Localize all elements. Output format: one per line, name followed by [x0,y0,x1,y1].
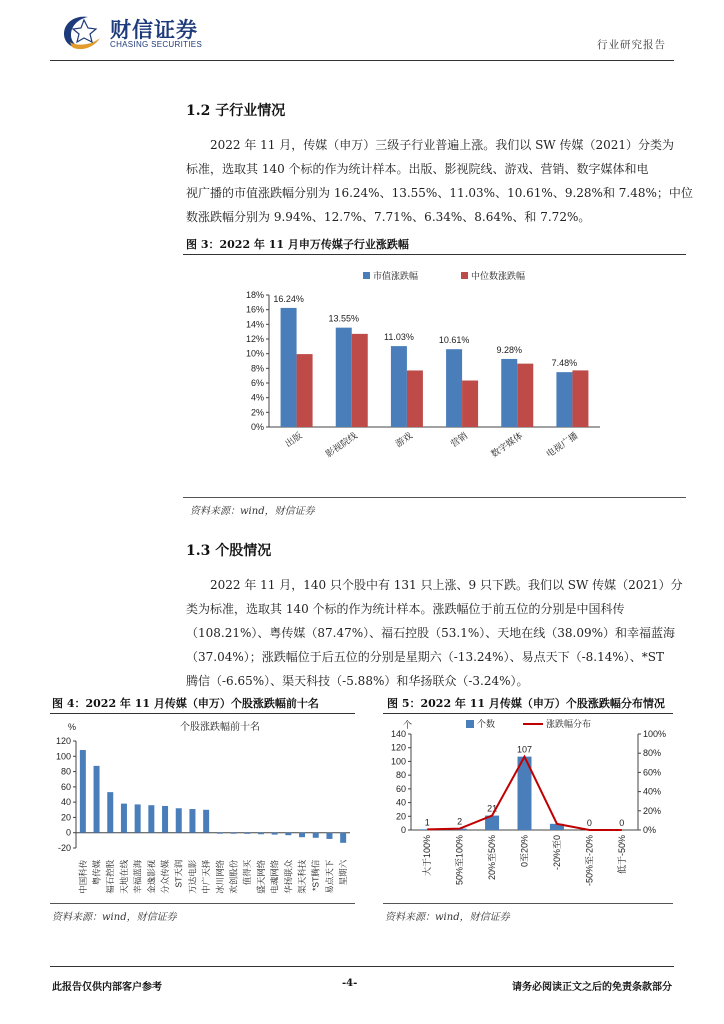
bar-stock-change [121,804,127,833]
y-tick-label: 2% [250,407,264,418]
bar-stock-change [162,806,168,833]
paragraph-line: 数涨跌幅分别为 9.94%、12.7%、7.71%、6.34%、8.64%、和 7.72%。 [186,210,591,224]
bar-stock-change [272,833,278,835]
y-tick-label-right: 0% [643,825,657,835]
paragraph-line: 腾信（-6.65%）、渠天科技（-5.88%）和华扬联众（-3.24%）。 [186,674,529,688]
y-tick-label: 6% [250,378,264,388]
x-tick-label: 渠天科技 [297,859,308,894]
legend-label: 中位数涨跌幅 [471,271,526,281]
brand-name-en: CHASING SECURITIES [110,40,203,49]
data-label: 13.55% [328,313,360,324]
y-tick-label-left: 140 [390,729,406,739]
x-tick-label: 易点天下 [324,859,335,894]
y-tick-label: 8% [250,363,264,374]
bar-median [352,334,368,427]
bar-stock-change [326,833,332,839]
y-tick-label: 120 [55,736,71,746]
figure-5-source: 资料来源：wind，财信证券 [385,912,510,923]
footer-disclaimer-right: 请务必阅读正文之后的免责条款部分 [512,982,672,993]
x-tick-label: 电视广播 [544,430,580,460]
data-label: 11.03% [383,332,414,343]
section-1-2-paragraph [186,133,693,229]
page-header [0,0,724,60]
bar-stock-change [203,810,209,833]
x-tick-label: 50%至100% [454,835,465,886]
y-tick-label: 0% [250,422,264,432]
brand-name-cn: 财信证券 [110,18,198,42]
bar-market-cap [391,346,407,427]
x-tick-label: 0至20% [519,835,530,868]
paragraph-line: （37.04%）；涨跌幅位于后五位的分别是星期六（-13.24%）、易点天下（-8.14%）、*ST [186,650,664,664]
x-tick-label: 分众传媒 [160,859,171,894]
data-label: 7.48% [551,358,578,369]
figure-4-source: 资料来源：wind，财信证券 [52,912,177,923]
x-tick-label: 大于100% [422,835,433,877]
y-tick-label: 80 [60,766,71,777]
y-tick-label-left: 0 [400,825,406,835]
y-tick-label: 4% [250,392,264,403]
x-tick-label: 营销 [448,430,470,449]
data-label: 16.24% [273,293,304,304]
x-tick-label: 福石控股 [105,859,116,894]
x-tick-label: 中广天择 [201,859,212,894]
y-tick-label: 40 [60,797,71,808]
x-tick-label: 冰川网络 [214,859,225,894]
legend-label: 市值涨跌幅 [373,271,419,281]
x-tick-label: 值得买 [242,859,253,886]
bar-stock-change [258,833,264,835]
data-label: 21 [487,803,498,814]
company-logo [60,12,220,52]
bar-stock-change [285,833,291,835]
x-tick-label: 幸福蓝海 [132,859,143,894]
paragraph-line: 视广播的市值涨跌幅分别为 16.24%、13.55%、11.03%、10.61%、9.28%和 7.48%；中位 [186,186,693,200]
top-stocks-bar-chart [50,716,355,902]
x-tick-label: ST天润 [173,859,184,888]
figure-4-top-rule [50,713,355,714]
y-tick-label-right: 80% [643,748,662,759]
distribution-combo-chart [383,716,673,902]
y-tick-label: -20 [57,843,71,853]
figure-5-title: 图 5：2022 年 11 月传媒（申万）个股涨跌幅分布情况 [387,697,665,710]
y-axis-unit: 个 [403,720,413,730]
page-number: -4- [342,978,358,989]
bar-stock-change [340,833,346,843]
y-tick-label-left: 40 [395,797,406,808]
data-label: 2 [457,816,463,827]
bar-stock-change [299,833,305,837]
paragraph-line: 类为标准，选取其 140 个标的作为统计样本。涨跌幅位于前五位的分别是中国科传 [186,602,625,616]
section-heading-1-3: 1.3 个股情况 [186,543,272,559]
footer-divider [50,966,674,967]
bar-stock-change [231,833,237,834]
section-heading-1-2: 1.2 子行业情况 [186,103,286,119]
data-label: 107 [516,744,533,755]
data-label: 0 [619,818,625,828]
x-tick-label: 金逸影视 [146,859,157,894]
bar-stock-change [94,766,100,833]
y-tick-label-left: 20 [395,811,406,822]
figure-3-bottom-rule [183,497,686,498]
legend-label: 个数 [477,719,496,729]
doc-type-label: 行业研究报告 [597,39,666,51]
x-tick-label: *ST腾信 [310,859,321,891]
bar-market-cap [336,328,352,427]
y-tick-label-left: 80 [395,770,406,781]
bar-median [462,381,478,427]
footer-disclaimer-left: 此报告仅供内部客户参考 [52,982,162,993]
bar-stock-change [217,833,223,834]
y-tick-label: 18% [245,290,264,300]
y-tick-label: 12% [245,334,264,344]
y-tick-label: 14% [245,319,264,330]
y-tick-label: 16% [245,304,264,315]
y-tick-label-right: 60% [643,767,662,778]
x-tick-label: -20%至0 [551,835,562,871]
bar-market-cap [556,372,572,427]
legend-swatch [466,720,474,728]
logo-emblem-icon [60,12,104,52]
figure-4-bottom-rule [50,903,355,904]
x-tick-label: 星期六 [338,859,349,886]
figure-4-title: 图 4：2022 年 11 月传媒（申万）个股涨跌幅前十名 [52,697,319,710]
y-tick-label-left: 100 [390,756,406,767]
bar-stock-change [313,833,319,838]
bar-stock-change [244,833,250,834]
figure-3-top-rule [183,254,686,255]
bar-stock-change [189,809,195,833]
x-tick-label: 万达电影 [187,859,198,894]
bar-stock-change [80,750,86,833]
y-tick-label: 100 [55,751,71,762]
chart-title: 个股涨跌幅前十名 [180,722,260,733]
x-tick-label: 盛天网络 [255,859,266,894]
x-tick-label: 欢创股份 [228,859,239,894]
bar-stock-change [107,792,113,833]
legend-swatch [461,272,468,279]
data-label: 9.28% [496,344,523,355]
paragraph-line: 2022 年 11 月，传媒（申万）三级子行业普遍上涨。我们以 SW 传媒（2021）分类为 [210,138,674,152]
bar-median [517,364,533,427]
y-tick-label-right: 40% [643,786,662,797]
x-tick-label: 20%至50% [487,835,498,881]
data-label: 1 [424,817,430,828]
x-tick-label: 低于-50% [616,835,627,875]
x-tick-label: 出版 [283,430,304,449]
figure-3-source: 资料来源：wind，财信证券 [190,506,315,517]
bar-market-cap [501,359,517,427]
data-label: 10.61% [438,335,470,346]
paragraph-line: 2022 年 11 月，140 只个股中有 131 只上涨、9 只下跌。我们以 SW 传媒（2021）分 [210,578,683,592]
bar-market-cap [446,349,462,427]
y-tick-label-left: 120 [390,742,406,753]
y-axis-unit: % [68,722,77,732]
bar-stock-change [148,805,154,833]
paragraph-line: 标准，选取其 140 个标的作为统计样本。出版、影视院线、游戏、营销、数字媒体和电 [186,162,649,176]
legend-swatch [363,272,370,279]
bar-market-cap [281,308,297,427]
figure-5-bottom-rule [383,903,673,904]
paragraph-line: （108.21%）、粤传媒（87.47%）、福石控股（53.1%）、天地在线（38.09%）和幸福蓝海 [186,626,676,640]
y-tick-label-left: 60 [395,783,406,794]
y-tick-label-right: 100% [643,729,667,739]
x-tick-label: 电魂网络 [269,859,280,894]
x-tick-label: -50%至-20% [584,835,595,887]
x-tick-label: 粤传媒 [91,859,102,886]
data-label: 0 [586,818,592,828]
x-tick-label: 游戏 [393,430,415,449]
figure-3-title: 图 3：2022 年 11 月申万传媒子行业涨跌幅 [186,238,409,251]
x-tick-label: 影视院线 [323,430,359,460]
bar-median [572,370,588,427]
y-tick-label: 60 [60,781,71,792]
y-tick-label: 20 [60,812,71,823]
x-tick-label: 天地在线 [118,859,129,894]
bar-stock-change [135,804,141,832]
subindustry-bar-chart [183,258,686,494]
y-tick-label-right: 20% [643,805,662,816]
section-1-3-paragraph [186,573,688,693]
x-tick-label: 数字媒体 [489,430,525,460]
bar-stock-change [176,808,182,832]
header-divider [50,60,674,61]
y-tick-label: 0 [65,827,71,838]
x-tick-label: 华扬联众 [283,859,294,894]
x-tick-label: 中国科传 [77,859,88,894]
legend-label: 涨跌幅分布 [546,719,592,729]
bar-median [407,370,423,427]
figure-5-top-rule [383,713,673,714]
bar-median [297,354,313,427]
y-tick-label: 10% [245,348,264,359]
